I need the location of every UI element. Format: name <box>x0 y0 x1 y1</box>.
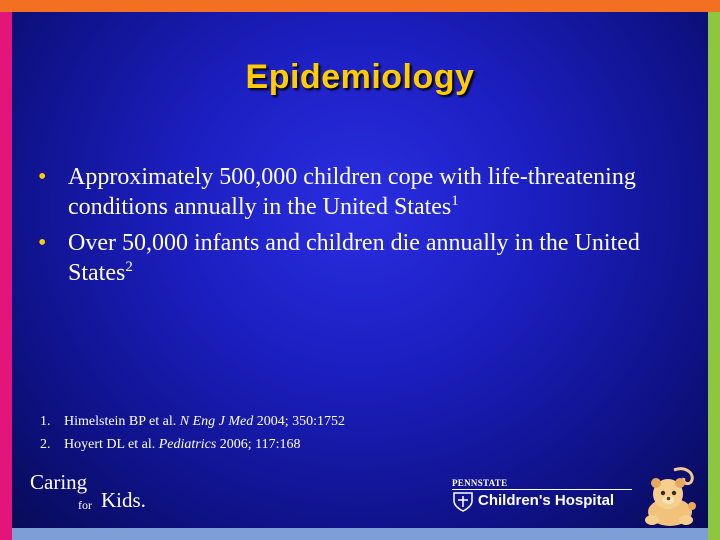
reference-journal: N Eng J Med <box>179 414 254 429</box>
slide-title: Epidemiology <box>245 58 475 96</box>
reference-citation: 2006; 117:168 <box>219 437 301 452</box>
bullet-text: Over 50,000 infants and children die annually in the United States <box>68 230 640 286</box>
reference-marker: 1 <box>451 193 459 209</box>
right-accent-bar <box>708 12 720 540</box>
hospital-logo <box>452 478 637 514</box>
top-accent-bar <box>0 0 720 12</box>
reference-number: 1. <box>40 414 51 429</box>
shield-icon <box>452 492 474 512</box>
reference-marker: 2 <box>125 259 133 275</box>
bullet-list <box>30 162 670 294</box>
lion-cub-mascot-icon <box>640 466 702 530</box>
reference-item <box>40 410 540 433</box>
bullet-icon: • <box>38 230 47 256</box>
hospital-name: Children's Hospital <box>478 492 615 509</box>
hospital-org-name: PENNSTATE <box>452 478 508 488</box>
bullet-item <box>30 228 670 288</box>
bullet-icon: • <box>38 164 47 190</box>
reference-item <box>40 433 540 456</box>
reference-authors: Himelstein BP et al. <box>64 414 177 429</box>
left-accent-bar <box>0 12 12 540</box>
tagline-word: Kids. <box>101 488 146 512</box>
tagline-word: for <box>78 498 92 512</box>
bullet-item <box>30 162 670 222</box>
tagline-word: Caring <box>30 470 88 494</box>
bottom-accent-bar <box>12 528 708 540</box>
reference-number: 2. <box>40 437 51 452</box>
reference-authors: Hoyert DL et al. <box>64 437 156 452</box>
bullet-text: Approximately 500,000 children cope with life-threatening conditions annually in the United States <box>68 164 636 220</box>
logo-divider <box>452 489 632 490</box>
reference-citation: 2004; 350:1752 <box>256 414 346 429</box>
reference-journal: Pediatrics <box>158 437 217 452</box>
references <box>40 410 540 456</box>
